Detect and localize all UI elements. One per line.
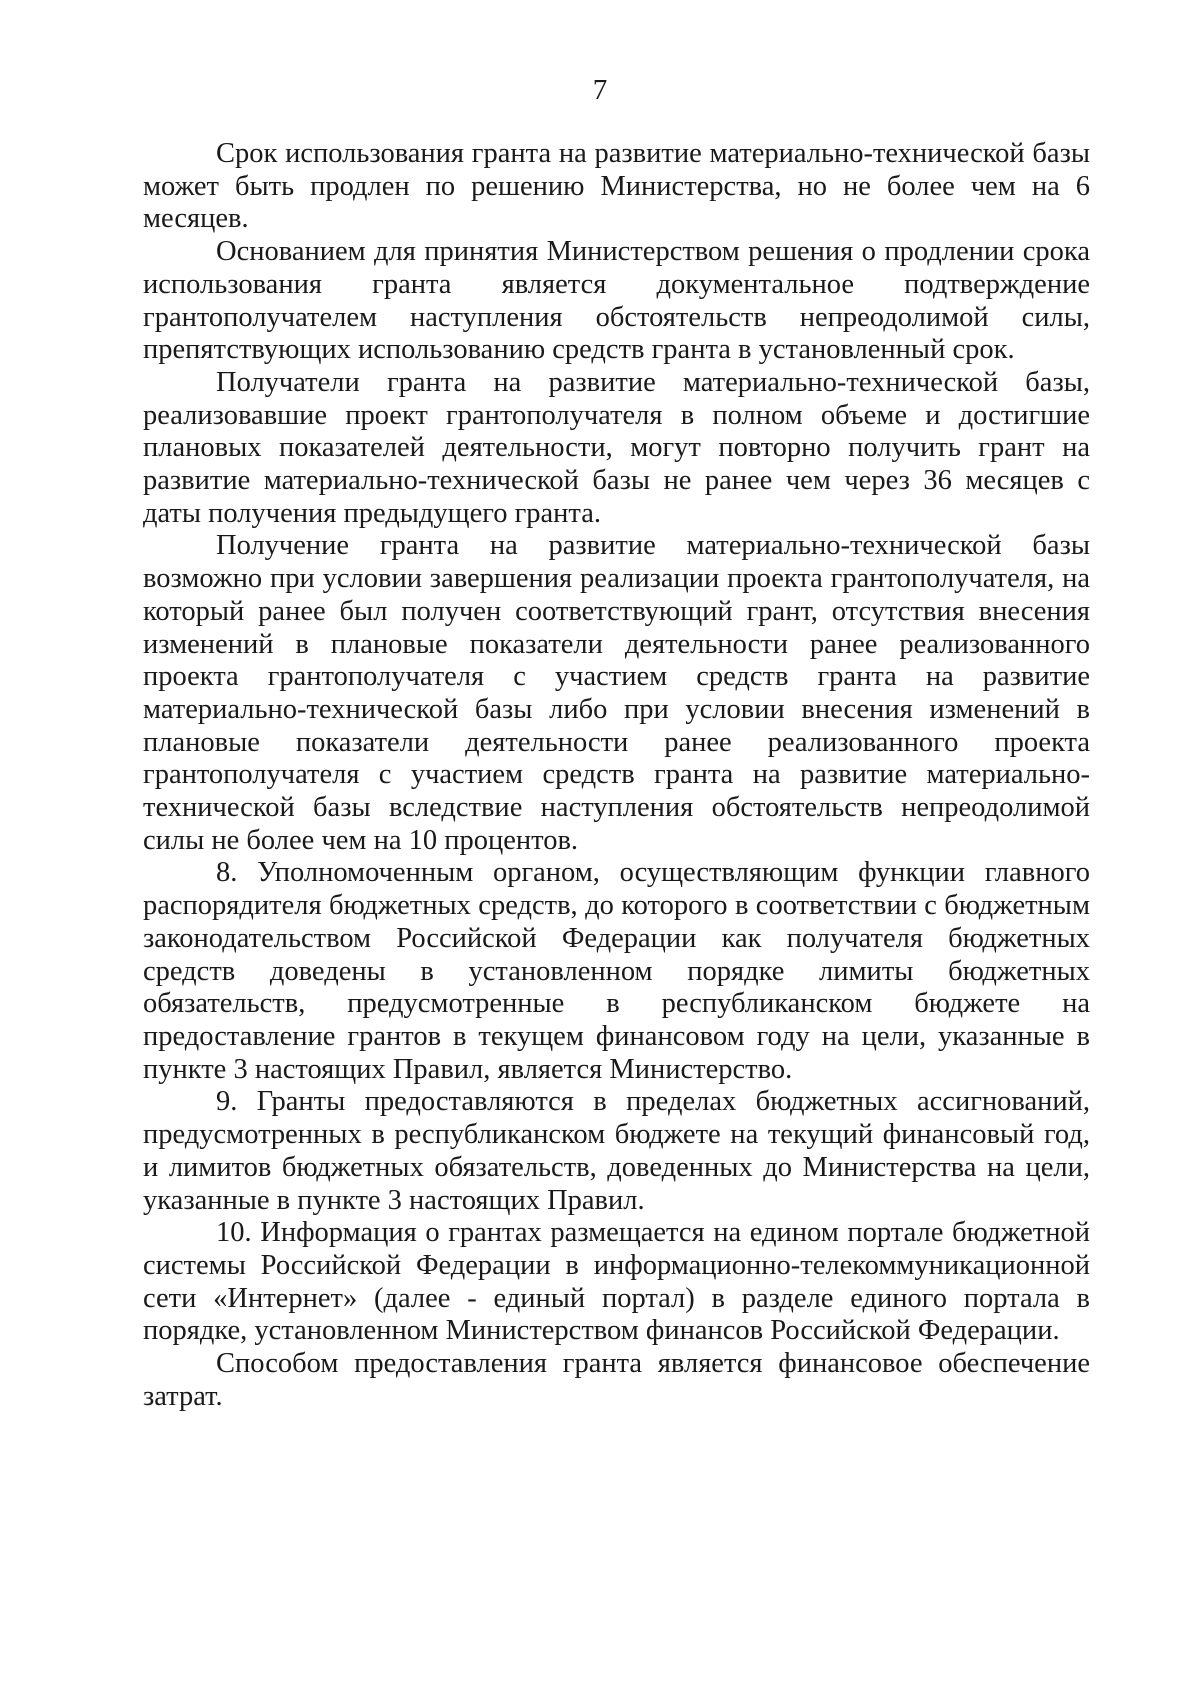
paragraph-grant-term-extension: Срок использования гранта на развитие материально-технической базы может быть продлен по решению Министерства, но не более чем на 6 месяцев. — [143, 138, 1090, 235]
paragraph-item-8: 8. Уполномоченным органом, осуществляющим функции главного распорядителя бюджетных средств, до которого в соответствии с бюджетным законодательством Российской Федерации как получателя бюджетных средств доведены в установленном порядке лимиты бюджетных обязательств, предусмотренные в республиканском бюджете на предоставление грантов в текущем финансовом году на цели, указанные в пункте 3 настоящих Правил, является Министерство. — [143, 857, 1090, 1085]
paragraph-grant-conditions: Получение гранта на развитие материально-технической базы возможно при условии завершения реализации проекта грантополучателя, на который ранее был получен соответствующий грант, отсутствия внесения изменений в плановые показатели деятельности ранее реализованного проекта грантополучателя с участием средств гранта на развитие материально-технической базы либо при условии внесения изменений в плановые показатели деятельности ранее реализованного проекта грантополучателя с участием средств гранта на развитие материально-технической базы вследствие наступления обстоятельств непреодолимой силы не более чем на 10 процентов. — [143, 530, 1090, 856]
paragraph-item-9: 9. Гранты предоставляются в пределах бюджетных ассигнований, предусмотренных в республиканском бюджете на текущий финансовый год, и лимитов бюджетных обязательств, доведенных до Министерства на цели, указанные в пункте 3 настоящих Правил. — [143, 1086, 1090, 1216]
page-number: 7 — [592, 74, 608, 106]
paragraph-grant-method: Способом предоставления гранта является финансовое обеспечение затрат. — [143, 1348, 1090, 1412]
paragraph-item-10: 10. Информация о грантах размещается на едином портале бюджетной системы Российской Федерации в информационно-телекоммуникационной сети «Интернет» (далее - единый портал) в разделе единого портала в порядке, установленном Министерством финансов Российской Федерации. — [143, 1217, 1090, 1347]
paragraph-repeat-grant: Получатели гранта на развитие материально-технической базы, реализовавшие проект грантополучателя в полном объеме и достигшие плановых показателей деятельности, могут повторно получить грант на развитие материально-технической базы не ранее чем через 36 месяцев с даты получения предыдущего гранта. — [143, 366, 1090, 529]
paragraph-extension-grounds: Основанием для принятия Министерством решения о продлении срока использования гранта является документальное подтверждение грантополучателем наступления обстоятельств непреодолимой силы, препятствующих использованию средств гранта в установленный срок. — [143, 236, 1090, 366]
document-body — [143, 138, 1090, 1413]
